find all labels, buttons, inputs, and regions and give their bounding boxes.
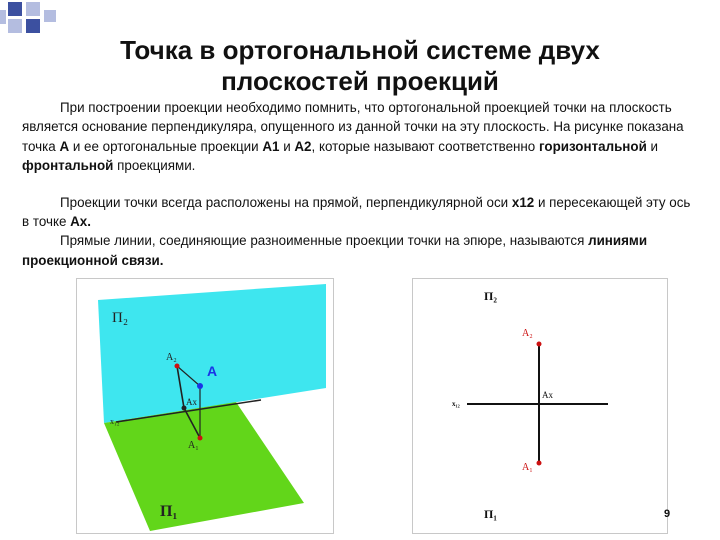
p2-label: П₂ <box>484 289 497 303</box>
paragraph-2 <box>22 193 694 232</box>
bold-run: горизонтальной <box>538 138 647 154</box>
text-run: При построении проекции необходимо помнить, что ортогональной проекцией точки на плоскость является основание перпендикуляра, опущенного из данной точки на эту плоскость. На рисунке показана точка <box>22 100 684 154</box>
projection-planes-figure <box>76 278 334 534</box>
deco-square <box>0 10 6 24</box>
x12-label: х₁₂ <box>452 400 460 408</box>
plane-p2-label: П₂ <box>112 310 129 326</box>
a1-label: А₁ <box>188 440 199 451</box>
deco-square <box>26 19 40 33</box>
point-a2 <box>537 342 542 347</box>
point-a <box>197 383 203 389</box>
corner-decoration <box>0 0 60 40</box>
epure-figure <box>412 278 671 534</box>
title-line-1: Точка в ортогональной системе двух <box>120 35 600 65</box>
text-run: Прямые линии, соединяющие разноименные проекции точки на эпюре, называются <box>60 233 589 249</box>
paragraph-1 <box>22 98 694 176</box>
bold-run: фронтальной <box>22 158 114 174</box>
page-number: 9 <box>664 508 671 520</box>
bold-run: А2 <box>294 138 312 154</box>
text-run: Проекции точки всегда расположены на прямой, перпендикулярной оси <box>60 194 512 210</box>
ax-label: Ах <box>542 390 553 400</box>
text-run: и <box>646 138 659 154</box>
bold-run: А1 <box>262 138 280 154</box>
text-run: и ее ортогональные проекции <box>69 138 263 154</box>
text-run: и <box>279 138 295 154</box>
bold-run: х12 <box>511 194 535 210</box>
body-text <box>22 98 694 270</box>
point-a2 <box>175 364 180 369</box>
paragraph-3 <box>22 231 694 270</box>
bold-run: А <box>59 138 70 154</box>
deco-square <box>44 10 56 22</box>
a1-label: А₁ <box>522 462 533 473</box>
text-run: проекциями. <box>113 158 196 174</box>
slide-title <box>60 35 660 97</box>
ax-label: Ах <box>186 397 197 407</box>
text-run: , которые называют соответственно <box>311 138 539 154</box>
x12-label: х₁₂ <box>110 417 120 426</box>
deco-square <box>8 2 22 16</box>
title-line-2: плоскостей проекций <box>221 66 499 96</box>
plane-p1-label: П₁ <box>160 503 178 520</box>
bold-run: линиями проекционной связи. <box>22 233 648 268</box>
deco-square <box>26 2 40 16</box>
a2-label: А₂ <box>166 352 177 363</box>
point-a1 <box>537 461 542 466</box>
bold-run: Ах. <box>70 214 91 230</box>
a-label: А <box>207 363 218 379</box>
p1-label: П₁ <box>484 507 497 521</box>
a2-label: А₂ <box>522 328 533 339</box>
text-run: и пересекающей эту ось в точке <box>22 194 691 230</box>
deco-square <box>8 19 22 33</box>
